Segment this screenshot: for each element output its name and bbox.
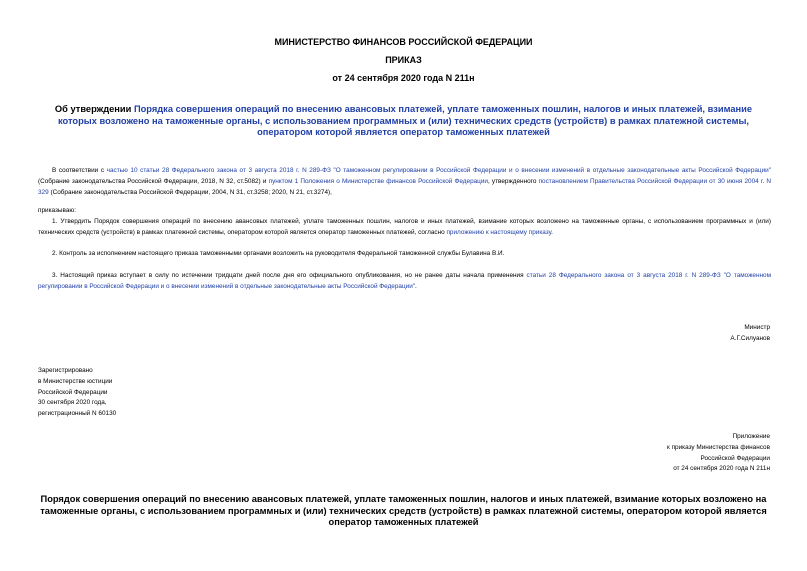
link-article-28[interactable]: статьи 28 Федерального закона от 3 августа 2018 г. N 289-ФЗ "О таможенном регулировании в Российской Федерации и о внесении изменений в отдельные законодательные акты Российской Федерации" (38, 272, 771, 290)
appendix-block (520, 432, 770, 475)
link-appendix[interactable]: приложению к настоящему приказу (446, 228, 552, 236)
registration-line-5: регистрационный N 60130 (38, 410, 117, 418)
link-regulation-point1[interactable]: пунктом 1 Положения о Министерстве финансов Российской Федерации (268, 177, 488, 185)
registration-line-1: Зарегистрировано (38, 367, 93, 374)
document-type: ПРИКАЗ (385, 55, 422, 65)
ministry-heading: МИНИСТЕРСТВО ФИНАНСОВ РОССИЙСКОЙ ФЕДЕРАЦИИ (274, 37, 533, 47)
preamble-text-2: (Собрание законодательства Российской Федерации, 2018, N 32, ст.5082) и (38, 177, 269, 185)
preamble-text-1: В соответствии с (52, 167, 107, 174)
registration-block (38, 366, 238, 420)
document-date-number: от 24 сентября 2020 года N 211н (332, 73, 475, 83)
registration-line-2: в Министерстве юстиции (38, 377, 113, 385)
document-title (40, 104, 767, 139)
item-3-end: . (415, 282, 417, 290)
order-item-1 (38, 217, 771, 239)
order-item-2 (38, 249, 771, 260)
title-prefix: Об утверждении (54, 104, 134, 114)
order-item-3 (38, 271, 771, 293)
appendix-line-2: к приказу Министерства финансов (667, 443, 770, 451)
item-3-text: 3. Настоящий приказ вступает в силу по истечении тридцати дней после дня его официального опубликования, но не ранее даты начала применения (52, 272, 527, 279)
signature-position: Министр (744, 324, 770, 331)
registration-line-4: 30 сентября 2020 года, (38, 399, 107, 407)
appendix-line-1: Приложение (732, 433, 770, 440)
order-word: приказываю: (38, 207, 76, 214)
preamble-text-4: (Собрание законодательства Российской Федерации, 2004, N 31, ст.3258; 2020, N 21, ст.3274), (48, 188, 332, 196)
registration-line-3: Российской Федерации (38, 388, 108, 396)
preamble-paragraph (38, 166, 771, 198)
link-government-decree-329[interactable]: постановлением Правительства Российской Федерации от 30 июня 2004 г. N 329 (38, 177, 772, 196)
item-1-text: 1. Утвердить Порядок совершения операций по внесению авансовых платежей, уплате таможенных пошлин, налогов и иных платежей, взимание которых возложено на таможенные органы, с использованием программных и (или) технических средств (устройств) в рамках платежной системы, оператором которой является оператор таможенных платежей, согласно (38, 218, 771, 236)
appendix-line-4: от 24 сентября 2020 года N 211н (673, 465, 770, 473)
item-2-text: 2. Контроль за исполнением настоящего приказа таможенными органами возложить на руководителя Федеральной таможенной службы Булавина В.И. (52, 250, 505, 257)
item-1-end: . (551, 228, 553, 236)
appendix-line-3: Российской Федерации (700, 454, 770, 462)
signature-name: А.Г.Силуанов (730, 334, 770, 342)
link-law-289fz[interactable]: частью 10 статьи 28 Федерального закона от 3 августа 2018 г. N 289-ФЗ "О таможенном регулировании в Российской Федерации и о внесении изменений в отдельные законодательные акты Российской Федерации" (106, 167, 771, 174)
preamble-text-3: , утвержденного (487, 177, 539, 185)
procedure-title: Порядок совершения операций по внесению авансовых платежей, уплате таможенных пошлин, налогов и иных платежей, взимание которых возложено на таможенные органы, с использованием программных и (или) технических средств (устройств) в рамках платежной системы, оператором которой является оператор таможенных платежей (40, 494, 767, 528)
signature-block (570, 323, 770, 345)
title-link-procedure[interactable]: Порядка совершения операций по внесению авансовых платежей, уплате таможенных пошлин, налогов и иных платежей, взимание которых возложено на таможенные органы, с использованием программных и (или) технических средств (устройств) в рамках платежной системы, оператором которой является оператор таможенных платежей (58, 104, 753, 138)
